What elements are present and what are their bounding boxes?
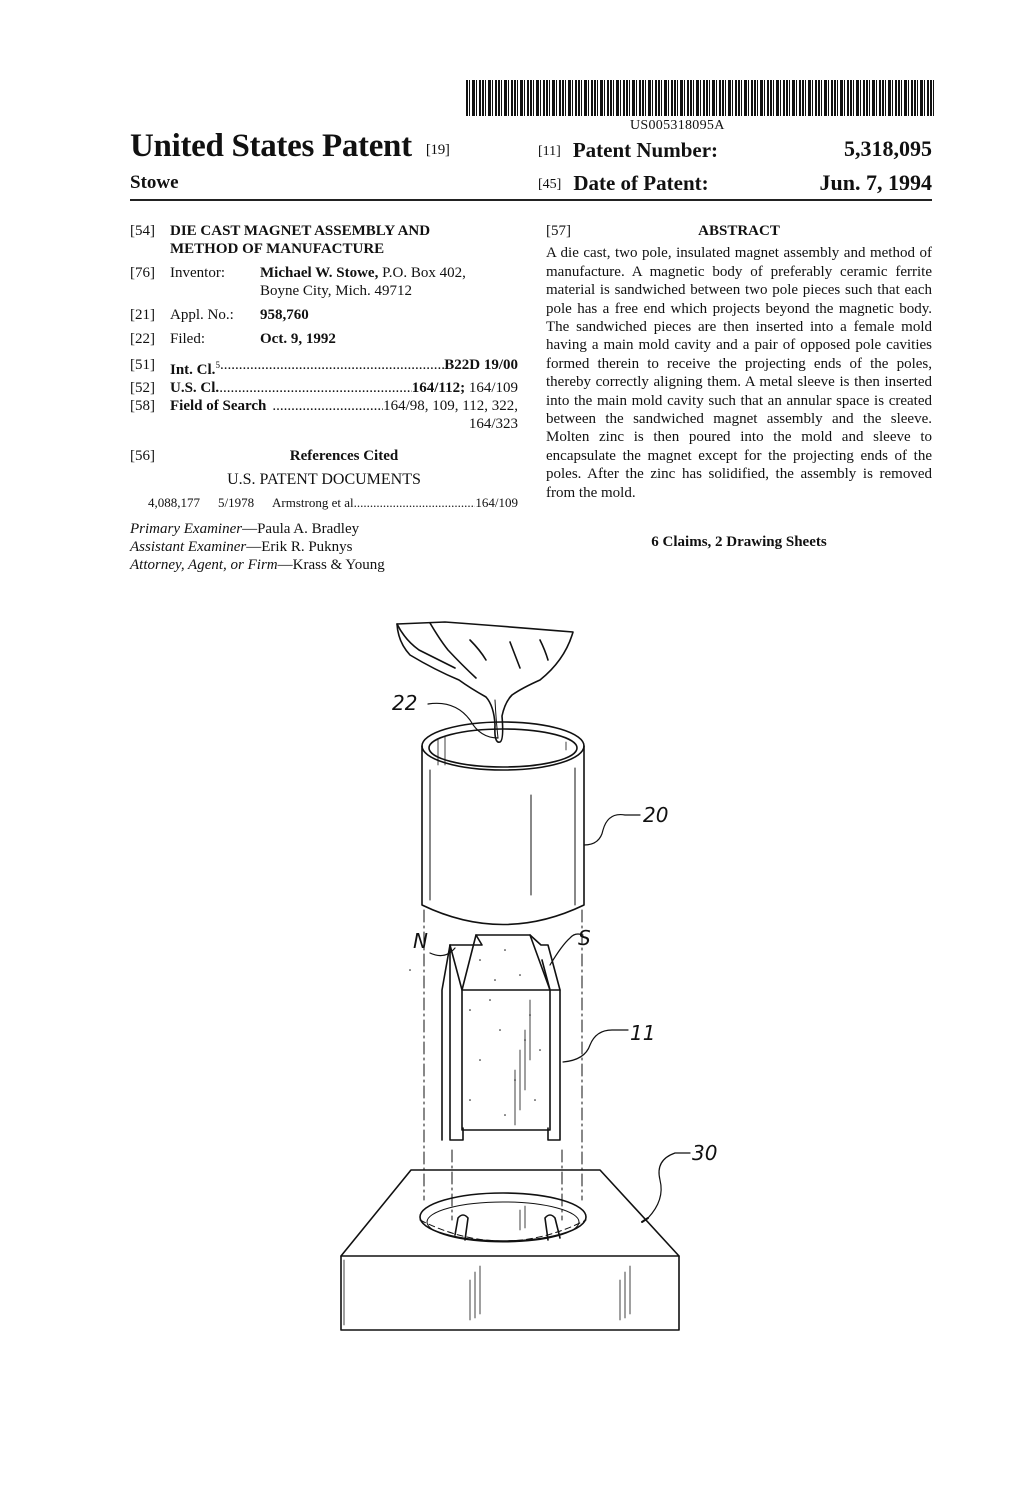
patent-number-code: [11] xyxy=(538,144,561,159)
field-code: [51] xyxy=(130,357,155,373)
patent-date: Jun. 7, 1994 xyxy=(819,170,932,195)
claims-summary: 6 Claims, 2 Drawing Sheets xyxy=(651,534,827,551)
field-label: U.S. Cl. xyxy=(170,380,220,396)
ladle-icon xyxy=(397,622,573,742)
sleeve-icon xyxy=(422,722,584,925)
abstract-title: ABSTRACT xyxy=(698,223,780,239)
label-22: 22 xyxy=(392,691,418,715)
field-code: [52] xyxy=(130,380,155,396)
field-code: [58] xyxy=(130,398,155,414)
us-cl-secondary: 164/109 xyxy=(465,380,518,396)
field-code: [56] xyxy=(130,448,155,464)
reference-class: 164/109 xyxy=(475,495,518,510)
label-30: 30 xyxy=(692,1141,718,1165)
field-label: Field of Search xyxy=(170,398,267,414)
invention-title-line: DIE CAST MAGNET ASSEMBLY AND xyxy=(170,223,431,239)
abstract-text: A die cast, two pole, insulated magnet assembly and method of manufacture. A magnetic body of preferably ceramic ferrite material is sandwiched between two pole pieces such that each pole has a free end which projects beyond the magnetic body. The sandwiched pieces are then inserted into a female mold having a main mold cavity and a pair of opposed pole cavities formed therein to receive the projecting ends of the poles, thereby correctly aligning them. A metal sleeve is then inserted into the main mold cavity such that an annular space is created between the sandwiched magnet assembly and the sleeve. Molten zinc is then poured into the mold and sleeve to encapsulate the magnet except for the projecting ends of the poles. After the zinc has solidified, the assembly is removed from the mold. xyxy=(546,245,932,501)
field-code: [21] xyxy=(130,307,155,323)
field-label: Inventor: xyxy=(170,265,225,281)
mold-base-icon xyxy=(341,970,679,1330)
field-label: Appl. No.: xyxy=(170,307,234,323)
attorney: Attorney, Agent, or Firm—Krass & Young xyxy=(130,557,385,573)
inventor-city: Boyne City, Mich. 49712 xyxy=(260,283,412,299)
date-label-text: Date of Patent: xyxy=(573,171,709,195)
label-11: 11 xyxy=(630,1021,656,1045)
field-label: Int. Cl.$^5$ xyxy=(170,360,220,378)
inventor-surname: Stowe xyxy=(130,172,179,193)
title-code: [19] xyxy=(425,142,450,158)
filed-value: Oct. 9, 1992 xyxy=(260,331,336,347)
field-code: [76] xyxy=(130,265,155,281)
label-20: 20 xyxy=(643,803,669,827)
references-subtitle: U.S. PATENT DOCUMENTS xyxy=(227,471,421,488)
references-title: References Cited xyxy=(289,448,399,464)
primary-examiner: Primary Examiner—Paula A. Bradley xyxy=(130,521,360,537)
barcode-id: US005318095A xyxy=(630,118,725,133)
invention-title-line: METHOD OF MANUFACTURE xyxy=(170,241,385,257)
reference-date: 5/1978 xyxy=(218,495,255,510)
label-s: S xyxy=(578,926,591,950)
magnet-assembly-icon xyxy=(442,935,560,1140)
assistant-examiner: Assistant Examiner—Erik R. Puknys xyxy=(130,539,353,555)
search-value-cont: 164/323 xyxy=(468,416,518,432)
inventor-name: Michael W. Stowe, xyxy=(260,265,379,281)
inventor-address: P.O. Box 402, xyxy=(378,265,466,281)
appl-no-value: 958,760 xyxy=(260,307,309,323)
int-cl-value: B22D 19/00 xyxy=(444,357,518,373)
patent-number: 5,318,095 xyxy=(844,136,932,161)
reference-number: 4,088,177 xyxy=(148,495,200,510)
field-code: [22] xyxy=(130,331,155,347)
field-label: Filed: xyxy=(170,331,206,347)
date-code: [45] xyxy=(538,177,562,192)
patent-number-label-text: Patent Number: xyxy=(572,138,719,162)
field-code: [54] xyxy=(130,223,155,239)
search-value: 164/98, 109, 112, 322, xyxy=(383,398,518,414)
title-text: United States Patent xyxy=(130,128,412,164)
field-code: [57] xyxy=(546,223,571,239)
label-n: N xyxy=(413,929,428,953)
reference-name: Armstrong et al. xyxy=(272,495,357,510)
us-cl-primary: 164/112; xyxy=(411,380,466,396)
